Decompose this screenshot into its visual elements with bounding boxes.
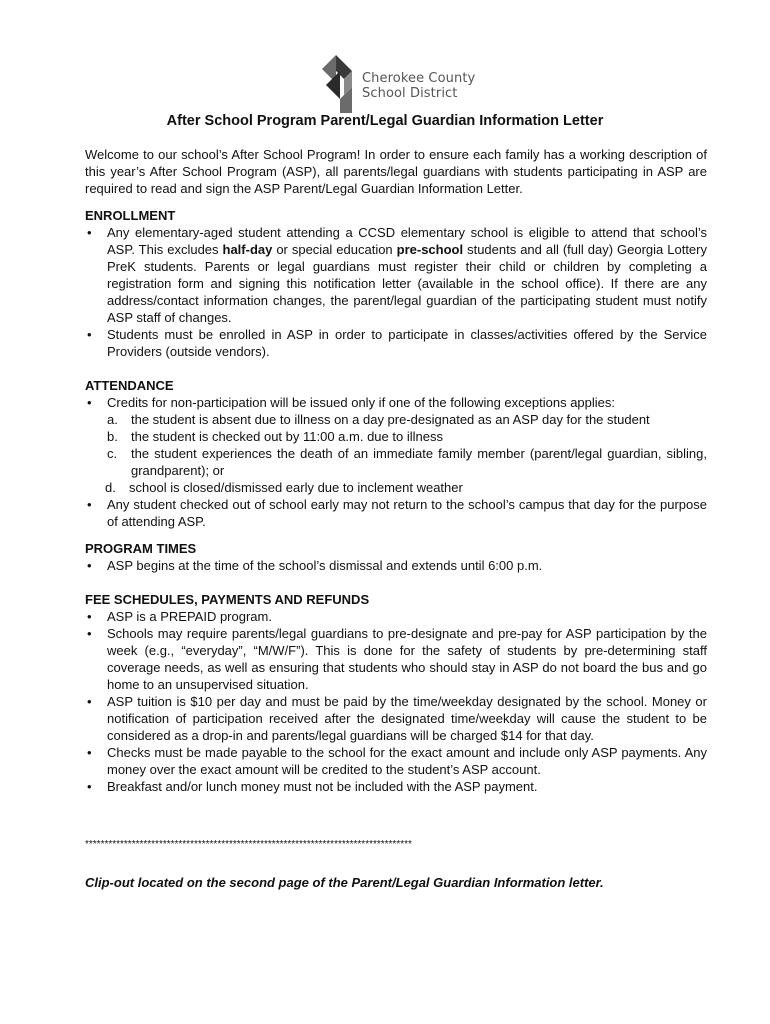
fees-heading: FEE SCHEDULES, PAYMENTS AND REFUNDS [85, 592, 370, 607]
logo-line-2: School District [362, 86, 458, 101]
attendance-bullet-1: • Credits for non-participation will be issued only if one of the following exceptions applies: [85, 394, 707, 411]
intro-paragraph: Welcome to our school’s After School Program! In order to ensure each family has a working description of this year’s After School Program (ASP), all parents/legal guardians with students participating in ASP are required to read and sign the ASP Parent/Legal Guardian Information Letter. [85, 147, 707, 196]
fees-bullet: • Checks must be made payable to the school for the exact amount and include only ASP payments. Any money over the exact amount will be credited to the student’s ASP account. [85, 744, 707, 778]
enrollment-bullet-2: • Students must be enrolled in ASP in order to participate in classes/activities offered by the Service Providers (outside vendors). [85, 326, 707, 360]
program-times-heading: PROGRAM TIMES [85, 541, 197, 556]
clipout-note: Clip-out located on the second page of the Parent/Legal Guardian Information letter. [85, 875, 604, 890]
enrollment-bullet-1: • Any elementary-aged student attending a CCSD elementary school is eligible to attend that school’s ASP. This excludes half-day or special education pre-school students and all (full day) Georgia Lottery PreK students. Parents or legal guardians must register their child or children by completing a registration form and signing this notification letter (available in the school office). If there are any address/contact information changes, the parent/legal guardian of the participating student must notify ASP staff of changes. [85, 224, 707, 326]
fees-section [85, 591, 707, 795]
attendance-section [85, 377, 707, 530]
logo-line-1: Cherokee County [362, 71, 476, 86]
cherokee-logo-icon [322, 55, 358, 113]
attendance-heading: ATTENDANCE [85, 378, 174, 393]
half-day-emphasis: half-day [222, 242, 273, 257]
logo-text [362, 71, 475, 101]
pre-school-emphasis: pre-school [396, 242, 464, 257]
exception-item: b. the student is checked out by 11:00 a.m. due to illness [107, 429, 443, 444]
fees-bullet: • ASP tuition is $10 per day and must be paid by the time/weekday designated by the school. Money or notification of participation received after the designated time/weekday will cause the student to be considered as a drop-in and parents/legal guardians will be charged $14 for that day. [85, 693, 707, 744]
fees-bullet: • ASP is a PREPAID program. [85, 608, 707, 625]
asterisk-separator: ************************************************************************************ [85, 839, 412, 850]
exception-item: c. the student experiences the death of an immediate family member (parent/legal guardian, sibling, grandparent); or [107, 446, 707, 478]
exception-item: a. the student is absent due to illness on a day pre-designated as an ASP day for the student [107, 412, 650, 427]
attendance-exceptions [85, 411, 707, 496]
fees-bullet: • Breakfast and/or lunch money must not be included with the ASP payment. [85, 778, 707, 795]
enrollment-heading: ENROLLMENT [85, 208, 176, 223]
letter-title: After School Program Parent/Legal Guardian Information Letter [166, 113, 604, 129]
enrollment-section [85, 207, 707, 360]
letter-body [85, 146, 707, 812]
program-times-section [85, 540, 707, 574]
district-logo [322, 55, 482, 113]
attendance-bullet-2: • Any student checked out of school early may not return to the school’s campus that day for the purpose of attending ASP. [85, 496, 707, 530]
fees-bullet: • Schools may require parents/legal guardians to pre-designate and pre-pay for ASP participation by the week (e.g., “everyday”, “M/W/F”). This is done for the safety of students by pre-determining staff coverage needs, as well as ensuring that students who should stay in ASP do not board the bus and go home to an unsupervised situation. [85, 625, 707, 693]
exception-item: d. school is closed/dismissed early due to inclement weather [105, 480, 463, 495]
program-times-bullet-1: • ASP begins at the time of the school’s dismissal and extends until 6:00 p.m. [85, 557, 707, 574]
